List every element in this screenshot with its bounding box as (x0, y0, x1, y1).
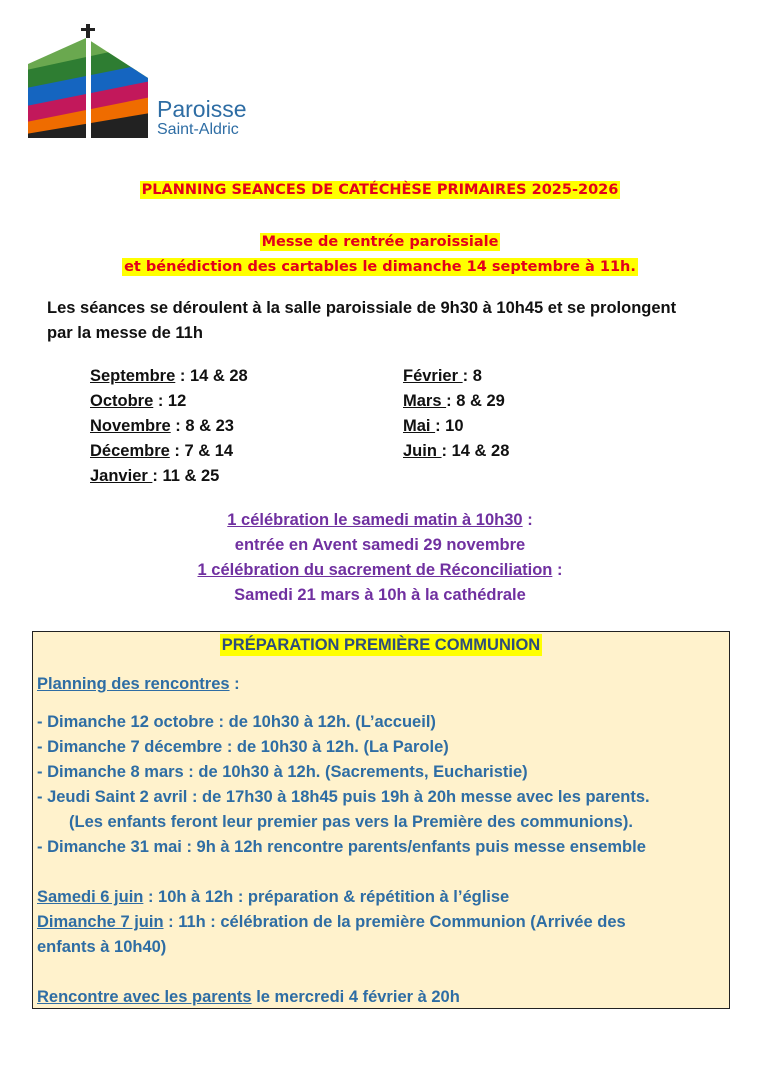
list-item: - Dimanche 7 décembre : de 10h30 à 12h. (La Parole) (37, 738, 449, 756)
month-september: Septembre : 14 & 28 (90, 367, 248, 385)
list-item: - Jeudi Saint 2 avril : de 17h30 à 18h45 puis 19h à 20h messe avec les parents. (37, 788, 650, 806)
month-november: Novembre : 8 & 23 (90, 417, 234, 435)
list-item: - Dimanche 12 octobre : de 10h30 à 12h. (L’accueil) (37, 713, 436, 731)
celebration-1: 1 célébration le samedi matin à 10h30 : (227, 511, 533, 529)
communion-box (32, 631, 730, 1009)
celebration-1-detail: entrée en Avent samedi 29 novembre (234, 536, 526, 554)
month-december: Décembre : 7 & 14 (90, 442, 234, 460)
messe-line1: Messe de rentrée paroissiale (261, 234, 499, 250)
list-item: (Les enfants feront leur premier pas vers la Première des communions). (69, 813, 633, 831)
page-title-text: PLANNING SEANCES DE CATÉCHÈSE PRIMAIRES 2025-2026 (141, 182, 619, 198)
samedi-rehearsal: Samedi 6 juin : 10h à 12h : préparation & répétition à l’église (37, 888, 510, 906)
intro-line2: par la messe de 11h (47, 324, 203, 342)
month-october: Octobre : 12 (90, 392, 187, 410)
page-title (0, 182, 760, 198)
celebration-2: 1 célébration du sacrement de Réconciliation : (197, 561, 563, 579)
month-june: Juin : 14 & 28 (403, 442, 510, 460)
messe-announcement (0, 230, 760, 280)
messe-line2: et bénédiction des cartables le dimanche 14 septembre à 11h. (124, 259, 636, 275)
logo-line2: Saint-Aldric (157, 121, 239, 138)
list-item: - Dimanche 31 mai : 9h à 12h rencontre parents/enfants puis messe ensemble (37, 838, 646, 856)
intro-text (47, 296, 737, 346)
parents-meeting: Rencontre avec les parents le mercredi 4 février à 20h (37, 988, 460, 1006)
intro-line1: Les séances se déroulent à la salle paroissiale de 9h30 à 10h45 et se prolongent (47, 299, 677, 317)
communion-title: PRÉPARATION PREMIÈRE COMMUNION (221, 636, 541, 654)
dimanche-communion-line2: enfants à 10h40) (37, 938, 167, 956)
month-february: Février : 8 (403, 367, 482, 385)
month-january: Janvier : 11 & 25 (90, 467, 220, 485)
dimanche-communion: Dimanche 7 juin : 11h : célébration de la première Communion (Arrivée des (37, 913, 626, 931)
month-march: Mars : 8 & 29 (403, 392, 505, 410)
celebration-2-detail: Samedi 21 mars à 10h à la cathédrale (234, 586, 526, 604)
list-item: - Dimanche 8 mars : de 10h30 à 12h. (Sacrements, Eucharistie) (37, 763, 528, 781)
month-may: Mai : 10 (403, 417, 464, 435)
planning-label: Planning des rencontres : (37, 675, 240, 693)
logo-line1: Paroisse (157, 96, 247, 122)
